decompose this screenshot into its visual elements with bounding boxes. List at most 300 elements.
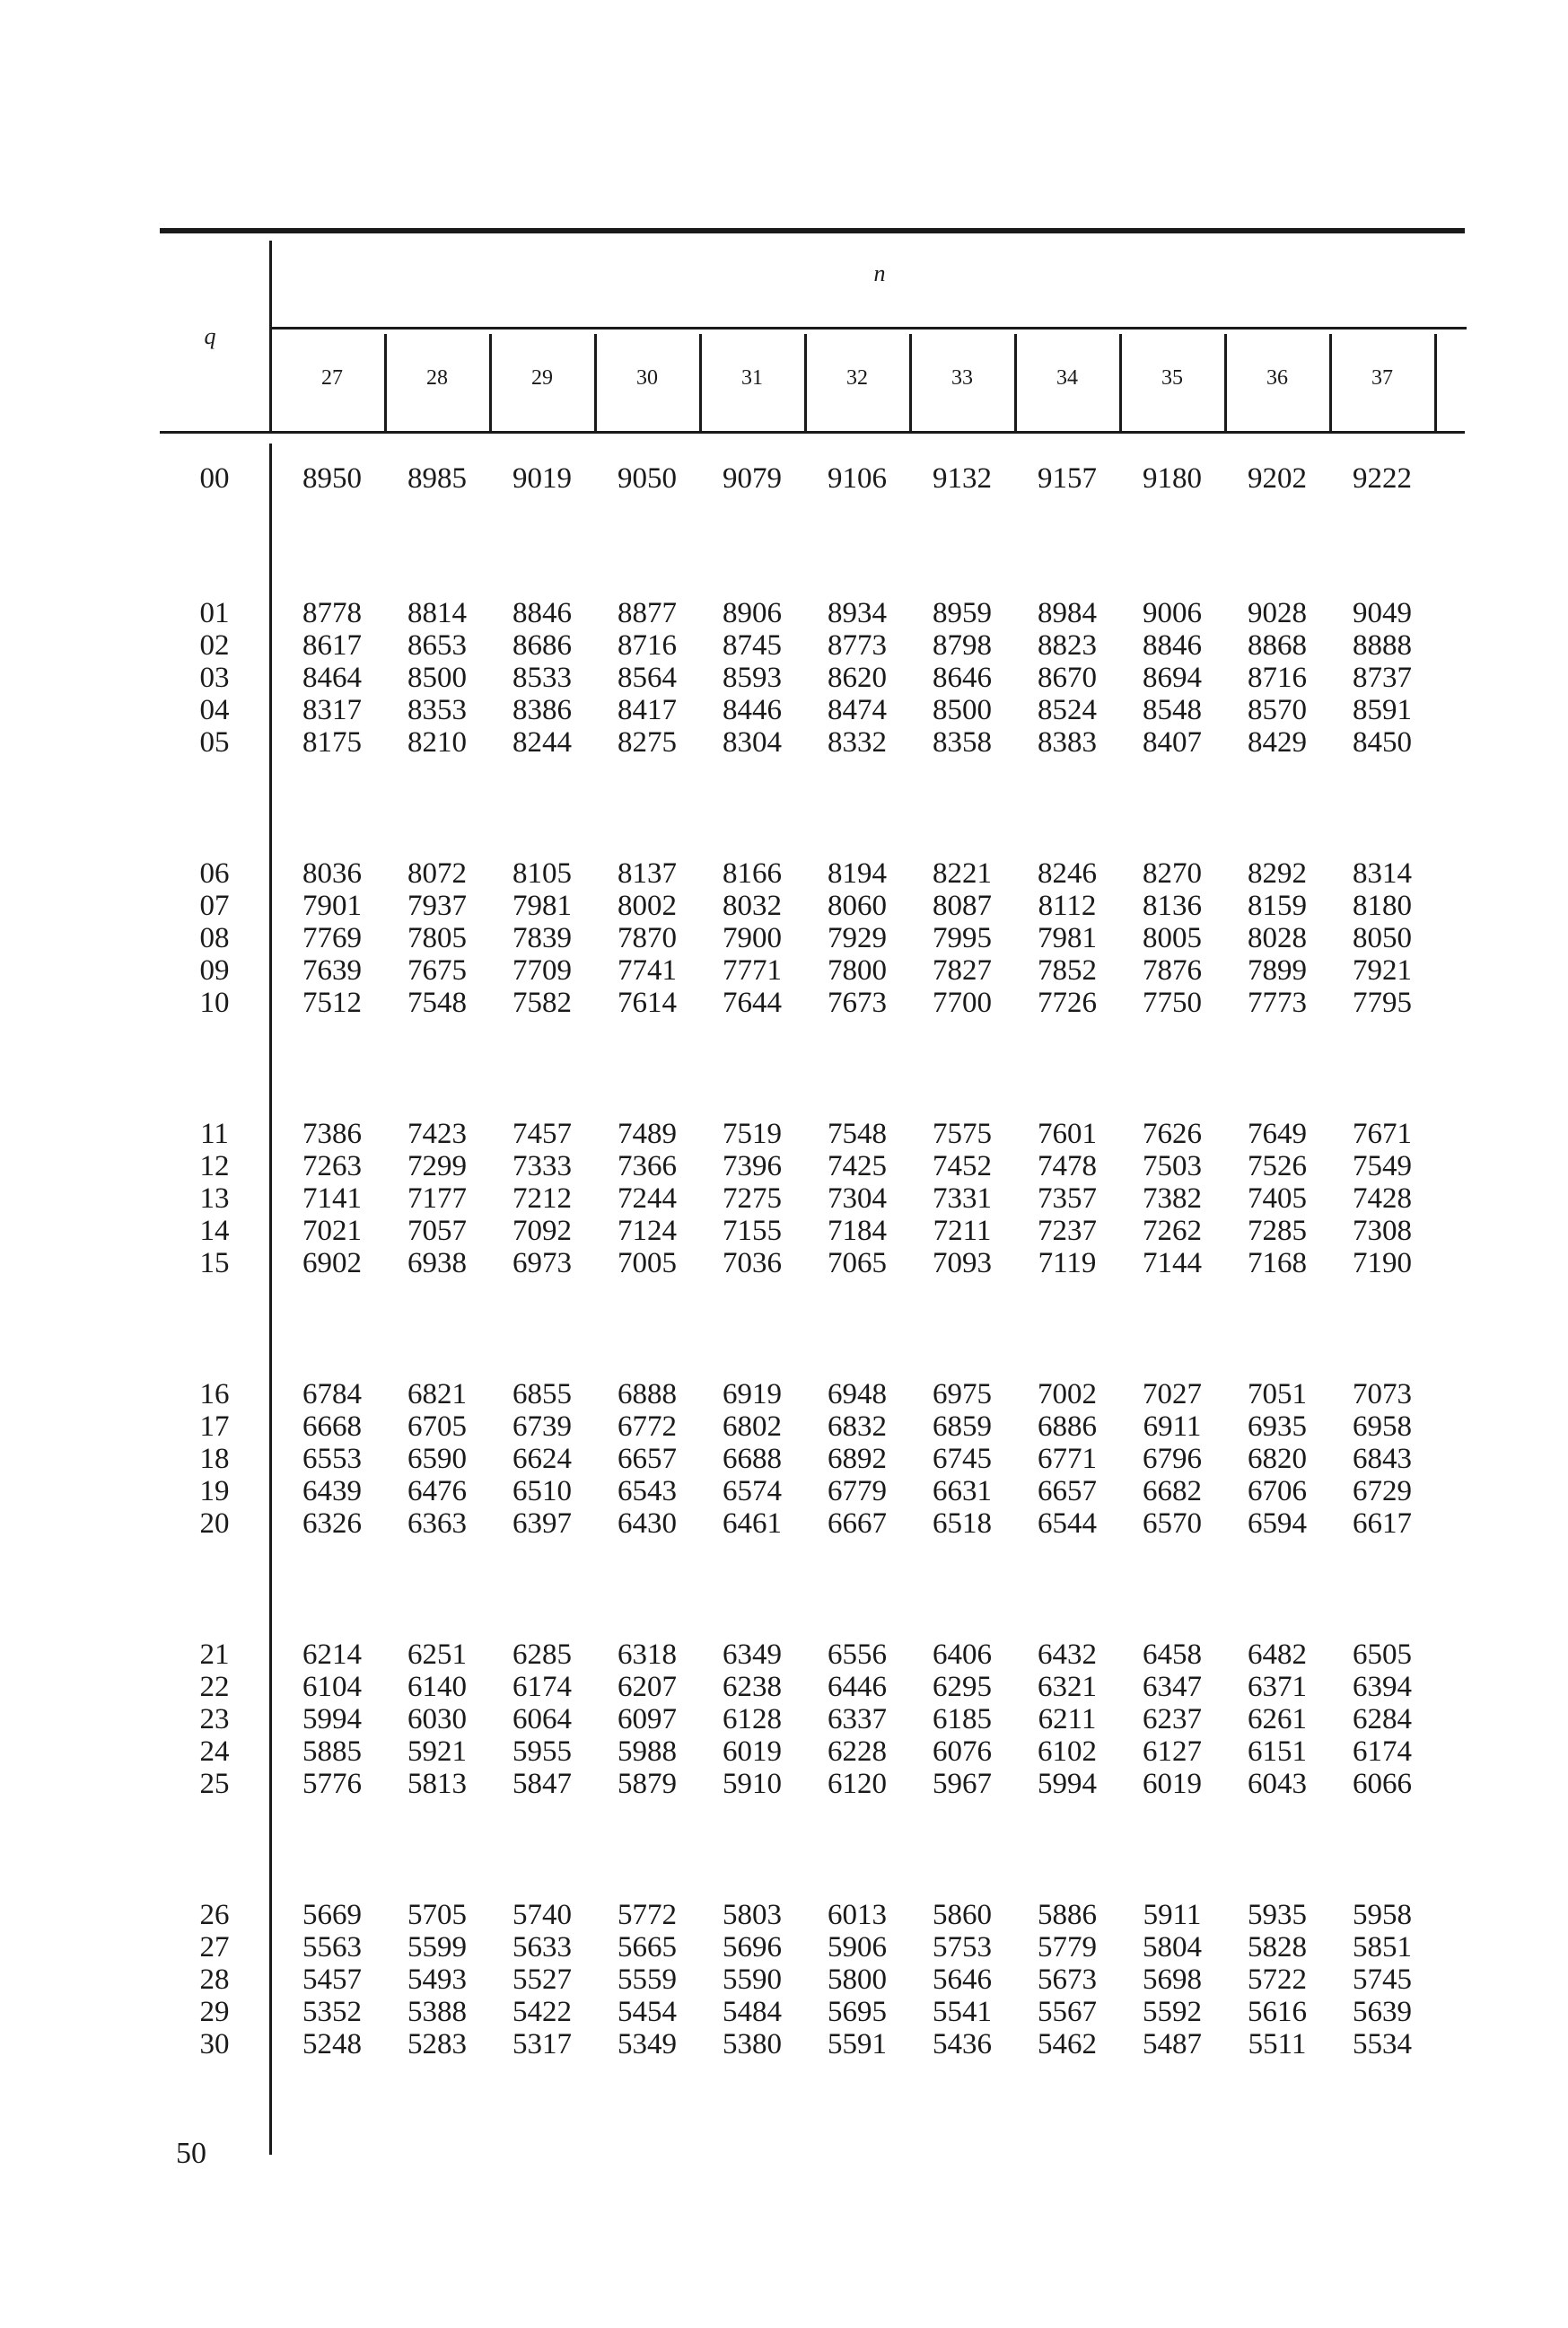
table-cell: 5885 — [302, 1735, 362, 1768]
table-cell: 6207 — [618, 1671, 677, 1703]
column-header: 28 — [426, 366, 448, 390]
table-cell: 7285 — [1248, 1215, 1307, 1247]
table-cell: 7036 — [723, 1247, 782, 1279]
table-cell: 7995 — [933, 922, 992, 954]
table-cell: 9132 — [933, 462, 992, 495]
table-cell: 8246 — [1038, 857, 1097, 890]
table-cell: 6784 — [302, 1378, 362, 1410]
table-cell: 6461 — [723, 1507, 782, 1540]
table-cell: 7899 — [1248, 954, 1307, 987]
table-cell: 8653 — [407, 629, 467, 662]
table-cell: 7870 — [618, 922, 677, 954]
table-cell: 5462 — [1038, 2028, 1097, 2060]
table-cell: 7876 — [1143, 954, 1202, 987]
table-cell: 7177 — [407, 1182, 467, 1215]
table-cell: 6019 — [1143, 1768, 1202, 1800]
row-q-label: 10 — [199, 987, 230, 1019]
table-cell: 7304 — [828, 1182, 887, 1215]
table-cell: 9079 — [723, 462, 782, 495]
row-q-label: 22 — [199, 1671, 230, 1703]
table-cell: 5828 — [1248, 1931, 1307, 1963]
table-cell: 8533 — [512, 662, 572, 694]
table-cell: 7741 — [618, 954, 677, 987]
row-q-label: 25 — [199, 1768, 230, 1800]
table-cell: 5616 — [1248, 1996, 1307, 2028]
table-cell: 6772 — [618, 1410, 677, 1443]
table-cell: 6347 — [1143, 1671, 1202, 1703]
table-cell: 8686 — [512, 629, 572, 662]
table-cell: 6284 — [1353, 1703, 1412, 1735]
table-cell: 6705 — [407, 1410, 467, 1443]
table-cell: 8737 — [1353, 662, 1412, 694]
table-cell: 8072 — [407, 857, 467, 890]
table-cell: 8959 — [933, 597, 992, 629]
column-header: 27 — [321, 366, 343, 390]
table-cell: 7065 — [828, 1247, 887, 1279]
row-q-label: 09 — [199, 954, 230, 987]
table-cell: 7601 — [1038, 1118, 1097, 1150]
table-cell: 5567 — [1038, 1996, 1097, 2028]
table-cell: 8175 — [302, 726, 362, 759]
row-q-label: 30 — [199, 2028, 230, 2060]
table-cell: 8773 — [828, 629, 887, 662]
column-header: 30 — [636, 366, 658, 390]
table-cell: 7190 — [1353, 1247, 1412, 1279]
table-cell: 6102 — [1038, 1735, 1097, 1768]
table-cell: 7396 — [723, 1150, 782, 1182]
table-cell: 9028 — [1248, 597, 1307, 629]
table-cell: 5673 — [1038, 1963, 1097, 1996]
column-header: 29 — [531, 366, 553, 390]
table-cell: 8317 — [302, 694, 362, 726]
row-q-label: 15 — [199, 1247, 230, 1279]
table-cell: 5487 — [1143, 2028, 1202, 2060]
table-cell: 6855 — [512, 1378, 572, 1410]
table-cell: 5283 — [407, 2028, 467, 2060]
row-q-label: 11 — [200, 1118, 229, 1150]
table-cell: 5436 — [933, 2028, 992, 2060]
table-cell: 8275 — [618, 726, 677, 759]
table-cell: 7275 — [723, 1182, 782, 1215]
table-cell: 6476 — [407, 1475, 467, 1507]
row-q-label: 02 — [199, 629, 230, 662]
table-cell: 5847 — [512, 1768, 572, 1800]
table-cell: 6892 — [828, 1443, 887, 1475]
table-cell: 6140 — [407, 1671, 467, 1703]
column-header: 37 — [1371, 366, 1393, 390]
table-cell: 7073 — [1353, 1378, 1412, 1410]
table-cell: 8934 — [828, 597, 887, 629]
row-q-label: 04 — [199, 694, 230, 726]
table-cell: 5745 — [1353, 1963, 1412, 1996]
table-cell: 6888 — [618, 1378, 677, 1410]
table-cell: 7263 — [302, 1150, 362, 1182]
header-bottom-rule — [160, 431, 1465, 434]
row-q-label: 18 — [199, 1443, 230, 1475]
table-cell: 6911 — [1143, 1410, 1202, 1443]
table-cell: 6120 — [828, 1768, 887, 1800]
table-cell: 5800 — [828, 1963, 887, 1996]
table-cell: 6771 — [1038, 1443, 1097, 1475]
table-cell: 8194 — [828, 857, 887, 890]
table-cell: 9049 — [1353, 597, 1412, 629]
table-cell: 6174 — [1353, 1735, 1412, 1768]
table-cell: 5696 — [723, 1931, 782, 1963]
table-cell: 8823 — [1038, 629, 1097, 662]
row-q-label: 06 — [199, 857, 230, 890]
table-cell: 8620 — [828, 662, 887, 694]
table-cell: 6745 — [933, 1443, 992, 1475]
table-cell: 8304 — [723, 726, 782, 759]
header-n-underline — [269, 327, 1467, 329]
table-cell: 8670 — [1038, 662, 1097, 694]
table-cell: 6043 — [1248, 1768, 1307, 1800]
table-cell: 7057 — [407, 1215, 467, 1247]
table-cell: 6832 — [828, 1410, 887, 1443]
table-cell: 6594 — [1248, 1507, 1307, 1540]
table-cell: 6657 — [618, 1443, 677, 1475]
row-q-label: 19 — [199, 1475, 230, 1507]
table-cell: 6975 — [933, 1378, 992, 1410]
table-cell: 7773 — [1248, 987, 1307, 1019]
table-cell: 7021 — [302, 1215, 362, 1247]
table-cell: 7005 — [618, 1247, 677, 1279]
table-cell: 7582 — [512, 987, 572, 1019]
table-cell: 6237 — [1143, 1703, 1202, 1735]
table-cell: 6185 — [933, 1703, 992, 1735]
table-cell: 8292 — [1248, 857, 1307, 890]
table-cell: 7675 — [407, 954, 467, 987]
table-cell: 6064 — [512, 1703, 572, 1735]
table-cell: 5705 — [407, 1899, 467, 1931]
table-cell: 5921 — [407, 1735, 467, 1768]
table-cell: 7769 — [302, 922, 362, 954]
table-cell: 8617 — [302, 629, 362, 662]
table-cell: 5591 — [828, 2028, 887, 2060]
table-cell: 6729 — [1353, 1475, 1412, 1507]
table-cell: 8417 — [618, 694, 677, 726]
table-cell: 8500 — [407, 662, 467, 694]
table-cell: 7671 — [1353, 1118, 1412, 1150]
table-cell: 8888 — [1353, 629, 1412, 662]
table-cell: 7168 — [1248, 1247, 1307, 1279]
row-q-label: 28 — [199, 1963, 230, 1996]
table-cell: 6337 — [828, 1703, 887, 1735]
table-cell: 7489 — [618, 1118, 677, 1150]
table-cell: 6958 — [1353, 1410, 1412, 1443]
table-cell: 6211 — [1038, 1703, 1097, 1735]
table-cell: 6406 — [933, 1638, 992, 1671]
table-cell: 5958 — [1353, 1899, 1412, 1931]
table-cell: 7981 — [1038, 922, 1097, 954]
table-cell: 7852 — [1038, 954, 1097, 987]
table-cell: 7452 — [933, 1150, 992, 1182]
table-cell: 5803 — [723, 1899, 782, 1931]
table-cell: 6556 — [828, 1638, 887, 1671]
table-cell: 5534 — [1353, 2028, 1412, 2060]
table-cell: 5669 — [302, 1899, 362, 1931]
table-cell: 7423 — [407, 1118, 467, 1150]
table-cell: 7299 — [407, 1150, 467, 1182]
row-q-label: 16 — [199, 1378, 230, 1410]
table-cell: 5511 — [1248, 2028, 1307, 2060]
table-cell: 7929 — [828, 922, 887, 954]
table-cell: 6505 — [1353, 1638, 1412, 1671]
table-cell: 6843 — [1353, 1443, 1412, 1475]
table-cell: 8244 — [512, 726, 572, 759]
table-cell: 8028 — [1248, 922, 1307, 954]
table-cell: 7051 — [1248, 1378, 1307, 1410]
table-cell: 5851 — [1353, 1931, 1412, 1963]
row-q-label: 05 — [199, 726, 230, 759]
table-cell: 6363 — [407, 1507, 467, 1540]
table-cell: 5698 — [1143, 1963, 1202, 1996]
table-cell: 7457 — [512, 1118, 572, 1150]
column-header: 31 — [741, 366, 763, 390]
table-cell: 8005 — [1143, 922, 1202, 954]
table-cell: 7357 — [1038, 1182, 1097, 1215]
table-cell: 7709 — [512, 954, 572, 987]
table-cell: 6104 — [302, 1671, 362, 1703]
table-cell: 5559 — [618, 1963, 677, 1996]
table-cell: 6318 — [618, 1638, 677, 1671]
table-top-rule — [160, 228, 1465, 233]
table-cell: 5422 — [512, 1996, 572, 2028]
table-cell: 8985 — [407, 462, 467, 495]
table-cell: 6682 — [1143, 1475, 1202, 1507]
table-cell: 6238 — [723, 1671, 782, 1703]
row-q-label: 14 — [199, 1215, 230, 1247]
table-cell: 6657 — [1038, 1475, 1097, 1507]
table-cell: 8314 — [1353, 857, 1412, 890]
table-cell: 7771 — [723, 954, 782, 987]
table-cell: 8906 — [723, 597, 782, 629]
table-cell: 7366 — [618, 1150, 677, 1182]
table-cell: 7382 — [1143, 1182, 1202, 1215]
table-cell: 7155 — [723, 1215, 782, 1247]
table-cell: 7124 — [618, 1215, 677, 1247]
table-cell: 5722 — [1248, 1963, 1307, 1996]
table-cell: 6371 — [1248, 1671, 1307, 1703]
table-cell: 5740 — [512, 1899, 572, 1931]
column-header: 34 — [1056, 366, 1078, 390]
table-cell: 7626 — [1143, 1118, 1202, 1150]
table-cell: 5541 — [933, 1996, 992, 2028]
table-cell: 7649 — [1248, 1118, 1307, 1150]
table-cell: 8474 — [828, 694, 887, 726]
table-cell: 8332 — [828, 726, 887, 759]
table-cell: 6446 — [828, 1671, 887, 1703]
table-cell: 7900 — [723, 922, 782, 954]
table-cell: 6631 — [933, 1475, 992, 1507]
table-cell: 7144 — [1143, 1247, 1202, 1279]
table-cell: 9202 — [1248, 462, 1307, 495]
table-cell: 5879 — [618, 1768, 677, 1800]
table-cell: 7478 — [1038, 1150, 1097, 1182]
table-cell: 7673 — [828, 987, 887, 1019]
table-cell: 8950 — [302, 462, 362, 495]
table-cell: 8087 — [933, 890, 992, 922]
table-cell: 6321 — [1038, 1671, 1097, 1703]
table-cell: 5646 — [933, 1963, 992, 1996]
row-q-label: 03 — [199, 662, 230, 694]
table-cell: 5910 — [723, 1768, 782, 1800]
table-cell: 8846 — [512, 597, 572, 629]
table-cell: 5457 — [302, 1963, 362, 1996]
table-cell: 7901 — [302, 890, 362, 922]
table-cell: 8450 — [1353, 726, 1412, 759]
table-cell: 7512 — [302, 987, 362, 1019]
table-cell: 8464 — [302, 662, 362, 694]
table-cell: 8548 — [1143, 694, 1202, 726]
table-cell: 5753 — [933, 1931, 992, 1963]
row-q-label: 23 — [199, 1703, 230, 1735]
table-cell: 8868 — [1248, 629, 1307, 662]
table-cell: 5860 — [933, 1899, 992, 1931]
table-cell: 7548 — [407, 987, 467, 1019]
table-cell: 7921 — [1353, 954, 1412, 987]
table-cell: 6973 — [512, 1247, 572, 1279]
table-cell: 7211 — [933, 1215, 992, 1247]
table-cell: 6285 — [512, 1638, 572, 1671]
header-vertical-rule — [269, 241, 272, 433]
table-cell: 8036 — [302, 857, 362, 890]
table-cell: 6544 — [1038, 1507, 1097, 1540]
table-cell: 8407 — [1143, 726, 1202, 759]
table-cell: 7237 — [1038, 1215, 1097, 1247]
table-cell: 5493 — [407, 1963, 467, 1996]
table-cell: 5804 — [1143, 1931, 1202, 1963]
table-cell: 7644 — [723, 987, 782, 1019]
table-cell: 6326 — [302, 1507, 362, 1540]
table-cell: 7800 — [828, 954, 887, 987]
table-cell: 8716 — [618, 629, 677, 662]
table-cell: 9006 — [1143, 597, 1202, 629]
table-cell: 6261 — [1248, 1703, 1307, 1735]
table-cell: 7092 — [512, 1215, 572, 1247]
table-cell: 6394 — [1353, 1671, 1412, 1703]
table-cell: 6019 — [723, 1735, 782, 1768]
table-cell: 5906 — [828, 1931, 887, 1963]
row-q-label: 27 — [199, 1931, 230, 1963]
table-cell: 8778 — [302, 597, 362, 629]
table-cell: 7386 — [302, 1118, 362, 1150]
table-cell: 7503 — [1143, 1150, 1202, 1182]
table-cell: 9157 — [1038, 462, 1097, 495]
table-cell: 6919 — [723, 1378, 782, 1410]
table-cell: 6430 — [618, 1507, 677, 1540]
table-cell: 5772 — [618, 1899, 677, 1931]
table-cell: 6174 — [512, 1671, 572, 1703]
table-cell: 6902 — [302, 1247, 362, 1279]
table-cell: 5527 — [512, 1963, 572, 1996]
table-cell: 8002 — [618, 890, 677, 922]
table-cell: 7308 — [1353, 1215, 1412, 1247]
row-q-label: 29 — [199, 1996, 230, 2028]
table-cell: 5994 — [1038, 1768, 1097, 1800]
row-q-label: 01 — [199, 597, 230, 629]
table-cell: 6706 — [1248, 1475, 1307, 1507]
table-cell: 5599 — [407, 1931, 467, 1963]
table-cell: 8500 — [933, 694, 992, 726]
table-cell: 8353 — [407, 694, 467, 726]
table-cell: 5776 — [302, 1768, 362, 1800]
table-cell: 8137 — [618, 857, 677, 890]
table-cell: 8716 — [1248, 662, 1307, 694]
table-cell: 9050 — [618, 462, 677, 495]
table-cell: 5380 — [723, 2028, 782, 2060]
table-cell: 8032 — [723, 890, 782, 922]
table-cell: 7827 — [933, 954, 992, 987]
page-number: 50 — [176, 2137, 206, 2170]
table-cell: 5349 — [618, 2028, 677, 2060]
table-cell: 6439 — [302, 1475, 362, 1507]
table-cell: 9222 — [1353, 462, 1412, 495]
table-cell: 5813 — [407, 1768, 467, 1800]
table-cell: 8166 — [723, 857, 782, 890]
table-cell: 6667 — [828, 1507, 887, 1540]
table-cell: 6295 — [933, 1671, 992, 1703]
table-cell: 7526 — [1248, 1150, 1307, 1182]
table-cell: 7519 — [723, 1118, 782, 1150]
row-q-label: 13 — [199, 1182, 230, 1215]
table-cell: 5248 — [302, 2028, 362, 2060]
table-cell: 7726 — [1038, 987, 1097, 1019]
table-cell: 5352 — [302, 1996, 362, 2028]
table-cell: 7700 — [933, 987, 992, 1019]
table-cell: 5988 — [618, 1735, 677, 1768]
table-cell: 5886 — [1038, 1899, 1097, 1931]
table-cell: 6397 — [512, 1507, 572, 1540]
table-cell: 5317 — [512, 2028, 572, 2060]
table-cell: 7331 — [933, 1182, 992, 1215]
table-cell: 6859 — [933, 1410, 992, 1443]
table-cell: 7093 — [933, 1247, 992, 1279]
table-cell: 7428 — [1353, 1182, 1412, 1215]
table-cell: 6948 — [828, 1378, 887, 1410]
table-cell: 6151 — [1248, 1735, 1307, 1768]
table-cell: 8646 — [933, 662, 992, 694]
table-cell: 6214 — [302, 1638, 362, 1671]
column-header: 35 — [1161, 366, 1183, 390]
table-cell: 6066 — [1353, 1768, 1412, 1800]
row-q-label: 24 — [199, 1735, 230, 1768]
table-cell: 8136 — [1143, 890, 1202, 922]
table-cell: 6128 — [723, 1703, 782, 1735]
table-cell: 6935 — [1248, 1410, 1307, 1443]
body-vertical-rule — [269, 444, 272, 2155]
table-cell: 8429 — [1248, 726, 1307, 759]
table-cell: 6821 — [407, 1378, 467, 1410]
table-cell: 6510 — [512, 1475, 572, 1507]
table-cell: 8564 — [618, 662, 677, 694]
table-cell: 6228 — [828, 1735, 887, 1768]
column-header: 33 — [951, 366, 973, 390]
column-separator — [1434, 334, 1437, 431]
table-cell: 5967 — [933, 1768, 992, 1800]
table-cell: 6802 — [723, 1410, 782, 1443]
table-cell: 6739 — [512, 1410, 572, 1443]
row-q-label: 07 — [199, 890, 230, 922]
table-cell: 6543 — [618, 1475, 677, 1507]
table-cell: 8221 — [933, 857, 992, 890]
table-cell: 6553 — [302, 1443, 362, 1475]
table-cell: 5779 — [1038, 1931, 1097, 1963]
table-cell: 8386 — [512, 694, 572, 726]
table-cell: 6013 — [828, 1899, 887, 1931]
table-cell: 5911 — [1143, 1899, 1202, 1931]
table-cell: 8050 — [1353, 922, 1412, 954]
